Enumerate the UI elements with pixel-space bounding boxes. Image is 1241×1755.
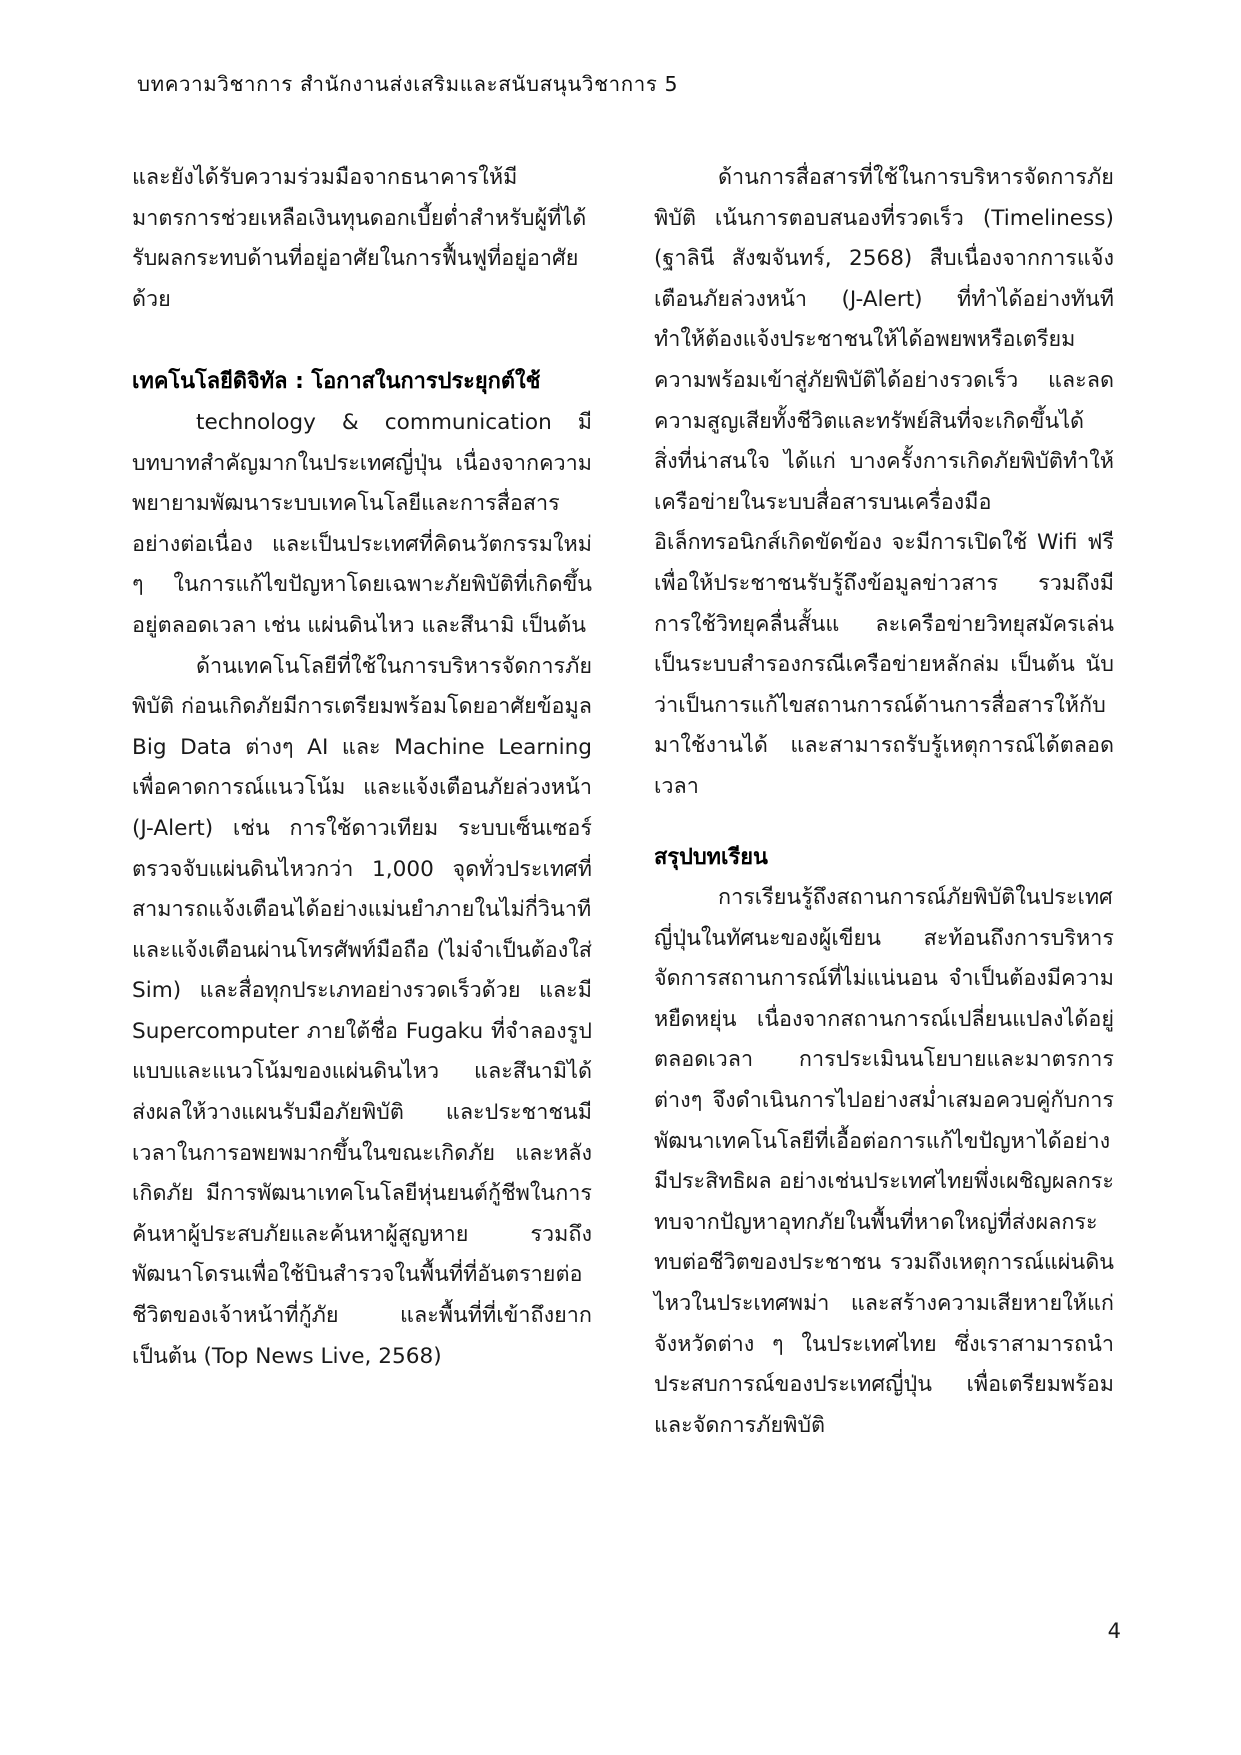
left-column [132, 158, 592, 1446]
spacer [654, 808, 1114, 838]
spacer [132, 320, 592, 362]
running-head: บทความวิชาการ สำนักงานส่งเสริมและสนับสนุนวิชาการ 5 [137, 72, 679, 96]
left-paragraph-2: technology & communication มีบทบาทสำคัญมากในประเทศญี่ปุ่น เนื่องจากความพยายามพัฒนาระบบเทคโนโลยีและการสื่อสารอย่างต่อเนื่อง และเป็นประเทศที่คิดนวัตกรรมใหม่ ๆ ในการแก้ไขปัญหาโดยเฉพาะภัยพิบัติที่เกิดขึ้นอยู่ตลอดเวลา เช่น แผ่นดินไหว และสึนามิ เป็นต้น [132, 409, 592, 638]
right-column [654, 158, 1114, 1446]
right-paragraph-2: การเรียนรู้ถึงสถานการณ์ภัยพิบัติในประเทศญี่ปุ่นในทัศนะของผู้เขียน สะท้อนถึงการบริหารจัดการสถานการณ์ที่ไม่แน่นอน จำเป็นต้องมีความหยืดหยุ่น เนื่องจากสถานการณ์เปลี่ยนแปลงได้อยู่ตลอดเวลา การประเมินนโยบายและมาตรการต่างๆ จึงดำเนินการไปอย่างสม่ำเสมอควบคู่กับการพัฒนาเทคโนโลยีที่เอื้อต่อการแก้ไขปัญหาได้อย่างมีประสิทธิผล อย่างเช่นประเทศไทยพึ่งเผชิญผลกระทบจากปัญหาอุทกภัยในพื้นที่หาดใหญ่ที่ส่งผลกระทบต่อชีวิตของประชาชน รวมถึงเหตุการณ์แผ่นดินไหวในประเทศพม่า และสร้างความเสียหายให้แก่จังหวัดต่าง ๆ ในประเทศไทย ซึ่งเราสามารถนำประสบการณ์ของประเทศญี่ปุ่น เพื่อเตรียมพร้อมและจัดการภัยพิบัติ [654, 885, 1114, 1438]
right-paragraph-1: ด้านการสื่อสารที่ใช้ในการบริหารจัดการภัยพิบัติ เน้นการตอบสนองที่รวดเร็ว (Timeliness) (ฐาลินี สังฆจันทร์, 2568) สืบเนื่องจากการแจ้งเตือนภัยล่วงหน้า (J-Alert) ที่ทำได้อย่างทันที ทำให้ต้องแจ้งประชาชนให้ได้อพยพหรือเตรียมความพร้อมเข้าสู่ภัยพิบัติได้อย่างรวดเร็ว และลดความสูญเสียทั้งชีวิตและทรัพย์สินที่จะเกิดขึ้นได้ สิ่งที่น่าสนใจ ได้แก่ บางครั้งการเกิดภัยพิบัติทำให้ เครือข่ายในระบบสื่อสารบนเครื่องมืออิเล็กทรอนิกส์เกิดขัดข้อง จะมีการเปิดใช้ Wifi ฟรี เพื่อให้ประชาชนรับรู้ถึงข้อมูลข่าวสาร รวมถึงมีการใช้วิทยุคลื่นสั้นแ ละเครือข่ายวิทยุสมัครเล่น เป็นระบบสำรองกรณีเครือข่ายหลักล่ม เป็นต้น นับว่าเป็นการแก้ไขสถานการณ์ด้านการสื่อสารให้กับมาใช้งานได้ และสามารถรับรู้เหตุการณ์ได้ตลอดเวลา [654, 165, 1114, 799]
section-heading-digital-technology: เทคโนโลยีดิจิทัล : โอกาสในการประยุกต์ใช้ [132, 369, 541, 395]
two-column-body [132, 158, 1114, 1446]
page-number: 4 [1107, 1619, 1121, 1643]
left-paragraph-3: ด้านเทคโนโลยีที่ใช้ในการบริหารจัดการภัยพิบัติ ก่อนเกิดภัยมีการเตรียมพร้อมโดยอาศัยข้อมูล Big Data ต่างๆ AI และ Machine Learning เพื่อคาดการณ์แนวโน้ม และแจ้งเตือนภัยล่วงหน้า (J-Alert) เช่น การใช้ดาวเทียม ระบบเซ็นเซอร์ตรวจจับแผ่นดินไหวกว่า 1,000 จุดทั่วประเทศที่สามารถแจ้งเตือนได้อย่างแม่นยำภายในไม่กี่วินาที และแจ้งเตือนผ่านโทรศัพท์มือถือ (ไม่จำเป็นต้องใส่ Sim) และสื่อทุกประเภทอย่างรวดเร็วด้วย และมี Supercomputer ภายใต้ชื่อ Fugaku ที่จำลองรูปแบบและแนวโน้มของแผ่นดินไหว และสึนามิได้ ส่งผลให้วางแผนรับมือภัยพิบัติ และประชาชนมีเวลาในการอพยพมากขึ้นในขณะเกิดภัย และหลังเกิดภัย มีการพัฒนาเทคโนโลยีหุ่นยนต์กู้ชีพในการค้นหาผู้ประสบภัยและค้นหาผู้สูญหาย รวมถึงพัฒนาโดรนเพื่อใช้บินสำรวจในพื้นที่ที่อันตรายต่อชีวิตของเจ้าหน้าที่กู้ภัย และพื้นที่ที่เข้าถึงยาก เป็นต้น (Top News Live, 2568) [132, 653, 592, 1369]
section-heading-lessons-summary: สรุปบทเรียน [654, 844, 768, 870]
left-paragraph-1: และยังได้รับความร่วมมือจากธนาคารให้มีมาตรการช่วยเหลือเงินทุนดอกเบี้ยต่ำสำหรับผู้ที่ได้รับผลกระทบด้านที่อยู่อาศัยในการฟื้นฟูที่อยู่อาศัยด้วย [132, 165, 587, 312]
